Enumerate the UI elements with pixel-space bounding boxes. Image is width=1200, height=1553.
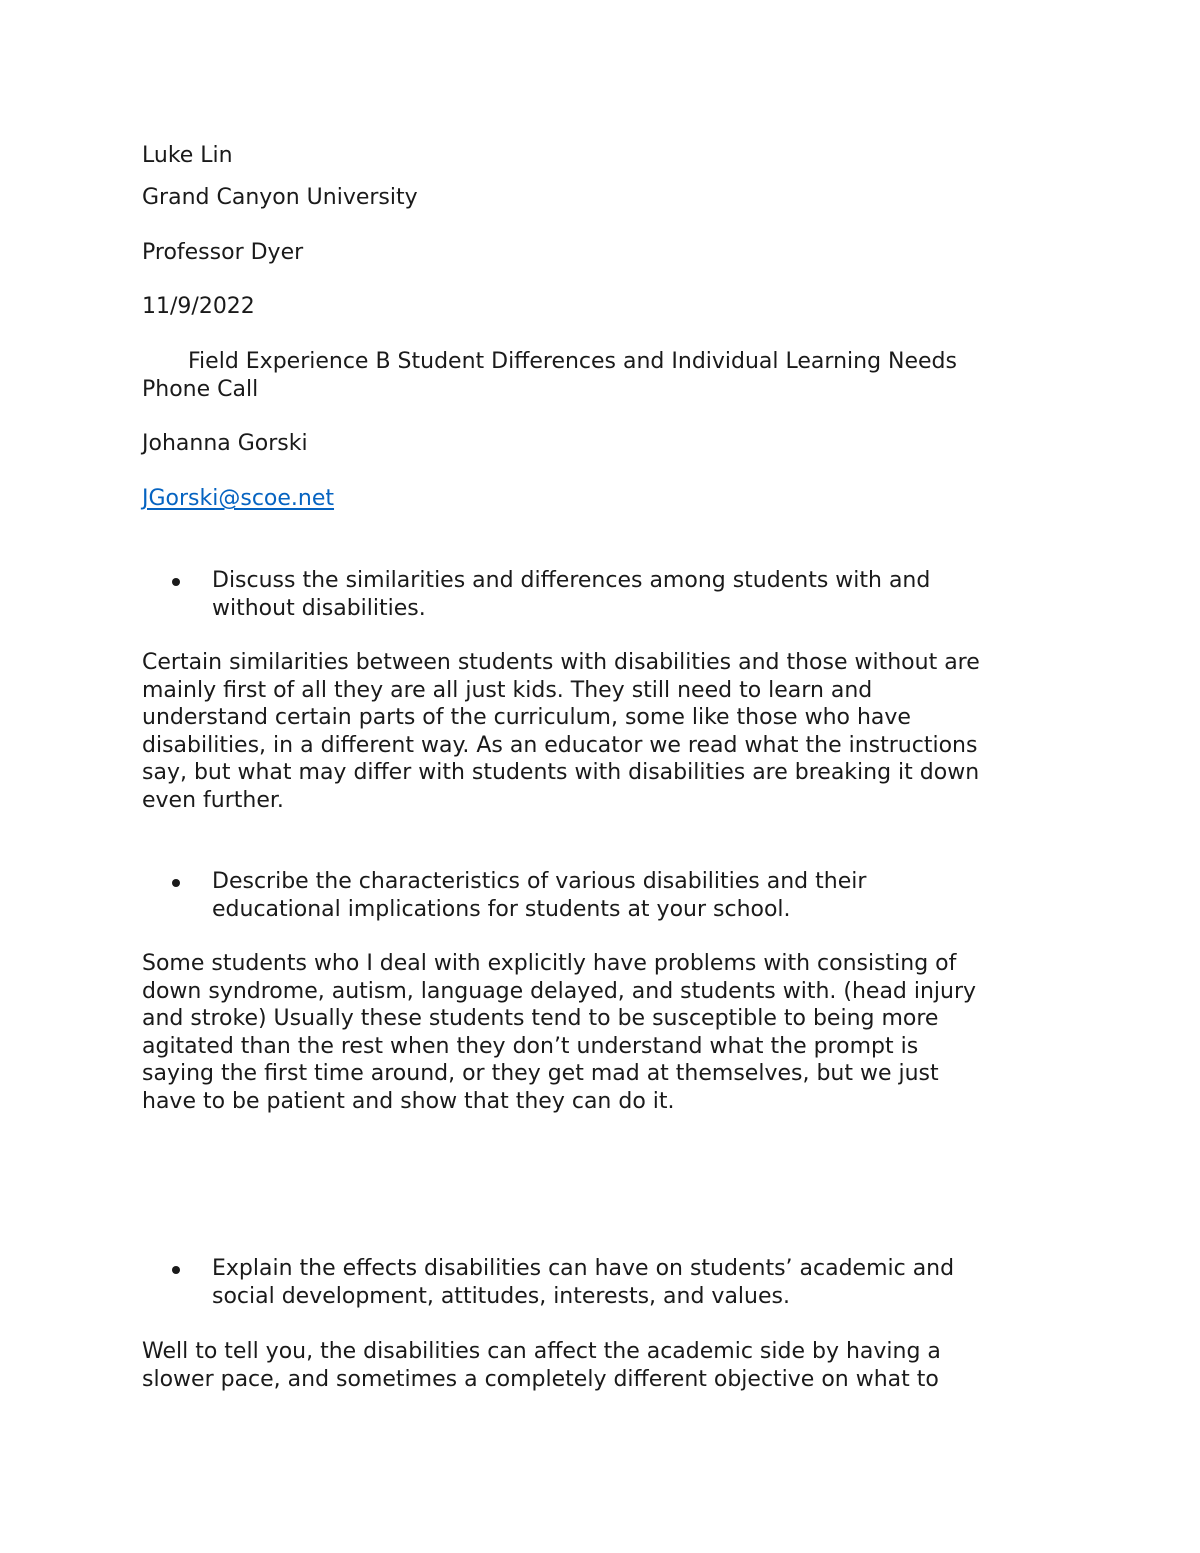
answer-paragraph (142, 649, 1062, 814)
answer-line: mainly first of all they are all just kids. They still need to learn and (142, 677, 873, 703)
answer-line: slower pace, and sometimes a completely different objective on what to (142, 1366, 939, 1392)
answer-line: Well to tell you, the disabilities can affect the academic side by having a (142, 1339, 941, 1364)
prompt-line: Explain the effects disabilities can have on students’ academic and (212, 1256, 955, 1281)
answer-line: disabilities, in a different way. As an educator we read what the instructions (142, 732, 978, 758)
prompt-line: social development, attitudes, interests, and values. (212, 1283, 790, 1309)
answer-paragraph (142, 1338, 1062, 1393)
answer-line: even further. (142, 787, 284, 813)
answer-line: say, but what may differ with students with disabilities are breaking it down (142, 760, 980, 785)
answer-line: agitated than the rest when they don’t understand what the prompt is (142, 1033, 919, 1059)
answer-line: Certain similarities between students with disabilities and those without are (142, 650, 980, 675)
title-line: Phone Call (142, 376, 259, 402)
prompt-line: Describe the characteristics of various disabilities and their (212, 869, 867, 894)
answer-line: down syndrome, autism, language delayed, and students with. (head injury (142, 978, 977, 1004)
prompt-line: Discuss the similarities and differences among students with and (212, 568, 931, 593)
prompt-line: educational implications for students at your school. (212, 896, 791, 922)
answer-paragraph (142, 950, 1062, 1115)
title-line: Field Experience B Student Differences and Individual Learning Needs (188, 349, 957, 374)
author-name: Luke Lin (142, 143, 233, 168)
prompt-text (212, 567, 930, 622)
professor-name: Professor Dyer (142, 240, 304, 265)
prompt-text (212, 868, 866, 923)
bullet-icon (172, 1266, 180, 1274)
answer-line: have to be patient and show that they can do it. (142, 1088, 675, 1114)
bullet-icon (172, 578, 180, 586)
document-title (142, 348, 1062, 403)
answer-line: and stroke) Usually these students tend to be susceptible to being more (142, 1006, 939, 1031)
answer-line: Some students who I deal with explicitly have problems with consisting of (142, 951, 957, 976)
prompt-text (212, 1255, 954, 1310)
prompt-line: without disabilities. (212, 595, 426, 621)
answer-line: understand certain parts of the curriculum, some like those who have (142, 705, 911, 730)
school-name: Grand Canyon University (142, 185, 418, 210)
bullet-icon (172, 879, 180, 887)
contact-name: Johanna Gorski (142, 431, 308, 456)
answer-line: saying the first time around, or they get mad at themselves, but we just (142, 1061, 939, 1086)
date: 11/9/2022 (142, 294, 255, 319)
contact-email-link[interactable]: JGorski@scoe.net (142, 486, 335, 511)
